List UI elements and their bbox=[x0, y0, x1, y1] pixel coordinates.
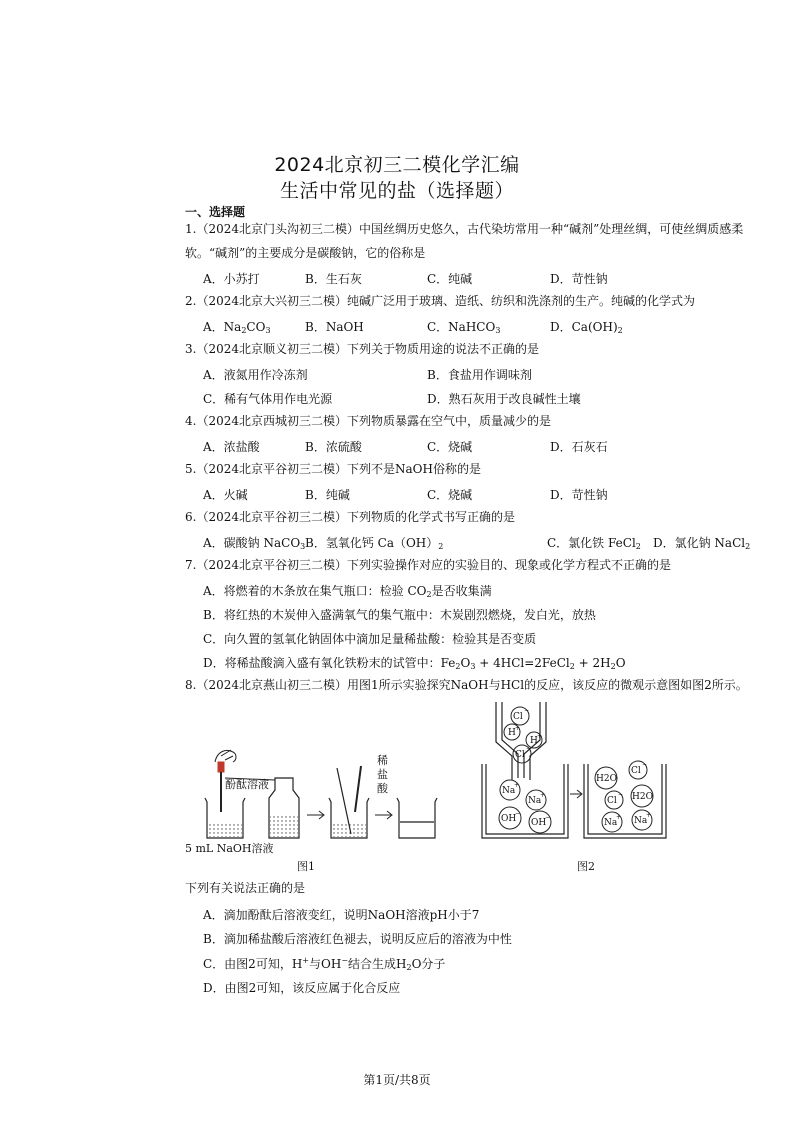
question-5 bbox=[185, 457, 770, 481]
ion-na-1: Na bbox=[502, 786, 516, 796]
q8-option-c: C．由图2可知，H+与OH−结合生成$H_2O$分子 bbox=[203, 956, 446, 972]
question-8-prompt: 下列有关说法正确的是 bbox=[185, 881, 306, 895]
question-6-stem: 6.（2024北京平谷初三二模）下列物质的化学式书写正确的是 bbox=[185, 510, 515, 524]
q5-option-b: B．纯碱 bbox=[305, 488, 350, 502]
q6-option-b: B．氢氧化钙 $Ca(OH)_2$ bbox=[305, 536, 444, 551]
ion-na-b2-1: Na bbox=[604, 818, 618, 828]
question-2-stem: 2.（2024北京大兴初三二模）纯碱广泛用于玻璃、造纸、纺织和洗涤剂的生产。纯碱的化学式为 bbox=[185, 294, 695, 308]
svg-text:−: − bbox=[618, 791, 624, 798]
q2-option-a: A．$Na_2CO_3$ bbox=[203, 320, 271, 335]
svg-text:−: − bbox=[524, 707, 530, 714]
acid-label-2: 盐 bbox=[377, 768, 388, 781]
page-subtitle: 生活中常见的盐（选择题） bbox=[279, 180, 514, 202]
ion-cl-top-1: Cl bbox=[513, 712, 523, 722]
q4-option-c: C．烧碱 bbox=[427, 440, 473, 454]
q3-option-a: A．液氮用作冷冻剂 bbox=[203, 368, 308, 382]
q5-option-a: A．火碱 bbox=[203, 488, 248, 502]
ion-cl-top-2: Cl bbox=[515, 750, 525, 760]
ion-h-top-1: H bbox=[508, 728, 516, 738]
page-footer: 第1页/共8页 bbox=[363, 1073, 431, 1087]
q3-option-b: B．食盐用作调味剂 bbox=[427, 368, 532, 382]
figure-2-caption: 图2 bbox=[577, 860, 595, 873]
question-5-stem: 5.（2024北京平谷初三二模）下列不是NaOH俗称的是 bbox=[185, 462, 481, 476]
q4-option-d: D．石灰石 bbox=[550, 440, 608, 454]
naoh-solution-label: 5 mL NaOH溶液 bbox=[185, 842, 274, 855]
q6-option-d: D．氯化钠 NaCl$_2$ bbox=[653, 536, 751, 551]
q6-option-c: C．氯化铁 FeCl$_2$ bbox=[547, 536, 641, 551]
question-1-stem-line2: 软。“碱剂”的主要成分是碳酸钠，它的俗称是 bbox=[185, 246, 426, 260]
q1-option-d: D．苛性钠 bbox=[550, 272, 608, 286]
q3-option-c: C．稀有气体用作电光源 bbox=[203, 392, 333, 406]
q1-option-b: B．生石灰 bbox=[305, 272, 362, 286]
figure-1-caption: 图1 bbox=[297, 860, 315, 873]
q1-option-a: A．小苏打 bbox=[203, 272, 260, 286]
question-2 bbox=[185, 289, 770, 313]
arrow-right-icon bbox=[375, 811, 392, 819]
q8-option-b: B．滴加稀盐酸后溶液红色褪去，说明反应后的溶液为中性 bbox=[203, 932, 512, 946]
phenolphthalein-label: 酚酞溶液 bbox=[225, 778, 269, 791]
q3-option-d: D．熟石灰用于改良碱性土壤 bbox=[427, 392, 581, 406]
ion-oh-1: OH bbox=[501, 814, 517, 824]
ion-cl-b2-1: Cl bbox=[631, 766, 641, 776]
q7-option-a: A．将燃着的木条放在集气瓶口：检验 $CO_2$是否收集满 bbox=[203, 584, 492, 599]
question-1 bbox=[185, 217, 770, 265]
ion-na-2: Na bbox=[528, 796, 542, 806]
question-4-stem: 4.（2024北京西城初三二模）下列物质暴露在空气中，质量减少的是 bbox=[185, 414, 551, 428]
svg-text:−: − bbox=[545, 814, 551, 821]
q7-option-c: C．向久置的氢氧化钠固体中滴加足量稀盐酸：检验其是否变质 bbox=[203, 632, 537, 646]
figure-1 bbox=[185, 700, 445, 880]
q2-option-c: C．NaHCO$_3$ bbox=[427, 320, 501, 335]
question-1-stem-line1: 1.（2024北京门头沟初三二模）中国丝绸历史悠久，古代染坊常用一种“碱剂”处理丝绸，可使丝绸质感柔 bbox=[185, 222, 744, 236]
question-4 bbox=[185, 409, 770, 433]
page-title: 2024北京初三二模化学汇编 bbox=[274, 154, 520, 176]
molecule-h2o-1: H2O bbox=[596, 774, 617, 784]
reaction-beaker-1 bbox=[482, 764, 568, 838]
q6-option-a: A．碳酸钠 NaCO$_3$ bbox=[203, 536, 306, 551]
q4-option-a: A．浓盐酸 bbox=[203, 440, 260, 454]
acid-label-3: 酸 bbox=[377, 782, 388, 795]
svg-text:+: + bbox=[537, 733, 543, 740]
svg-text:+: + bbox=[514, 782, 520, 789]
section-heading: 一、选择题 bbox=[185, 205, 246, 219]
q7-option-d: D．将稀盐酸滴入盛有氧化铁粉末的试管中：$Fe_2O_3$ + 4HCl=2FeCl$_2$ + $2H_2O$ bbox=[203, 656, 626, 671]
svg-text:−: − bbox=[526, 745, 532, 752]
ion-h-top-2: H bbox=[530, 736, 538, 746]
question-8-stem: 8.（2024北京燕山初三二模）用图1所示实验探究NaOH与HCl的反应，该反应的微观示意图如图2所示。 bbox=[185, 678, 748, 692]
svg-text:+: + bbox=[616, 814, 622, 821]
q2-option-b: B．NaOH bbox=[305, 320, 364, 334]
svg-text:+: + bbox=[540, 792, 546, 799]
q8-option-a: A．滴加酚酞后溶液变红，说明NaOH溶液pH小于7 bbox=[203, 908, 480, 922]
beaker-2 bbox=[329, 766, 369, 838]
question-3-stem: 3.（2024北京顺义初三二模）下列关于物质用途的说法不正确的是 bbox=[185, 342, 539, 356]
ion-na-b2-2: Na bbox=[634, 816, 648, 826]
q5-option-d: D．苛性钠 bbox=[550, 488, 608, 502]
acid-label-1: 稀 bbox=[377, 754, 388, 767]
beaker-1 bbox=[205, 798, 245, 838]
molecule-h2o-2: H2O bbox=[632, 792, 653, 802]
svg-text:+: + bbox=[515, 725, 521, 732]
question-7 bbox=[185, 553, 770, 577]
question-8 bbox=[185, 673, 785, 697]
q2-option-d: D．$Ca(OH)_2$ bbox=[550, 320, 623, 335]
question-3 bbox=[185, 337, 770, 361]
q7-option-b: B．将红热的木炭伸入盛满氧气的集气瓶中：木炭剧烈燃烧，发白光，放热 bbox=[203, 608, 596, 622]
ion-oh-2: OH bbox=[531, 818, 547, 828]
q1-option-c: C．纯碱 bbox=[427, 272, 473, 286]
q5-option-c: C．烧碱 bbox=[427, 488, 473, 502]
arrow-right-icon bbox=[570, 790, 582, 798]
beaker-3 bbox=[397, 798, 437, 838]
ion-cl-b2-2: Cl bbox=[607, 796, 617, 806]
q8-option-d: D．由图2可知，该反应属于化合反应 bbox=[203, 981, 401, 995]
question-6 bbox=[185, 505, 770, 529]
q4-option-b: B．浓硫酸 bbox=[305, 440, 362, 454]
question-7-stem: 7.（2024北京平谷初三二模）下列实验操作对应的实验目的、现象或化学方程式不正确的是 bbox=[185, 558, 671, 572]
svg-text:−: − bbox=[642, 761, 648, 768]
svg-text:+: + bbox=[646, 812, 652, 819]
reagent-bottle bbox=[269, 778, 299, 838]
figure-2 bbox=[476, 700, 676, 880]
arrow-right-icon bbox=[307, 811, 324, 819]
svg-text:−: − bbox=[515, 810, 521, 817]
